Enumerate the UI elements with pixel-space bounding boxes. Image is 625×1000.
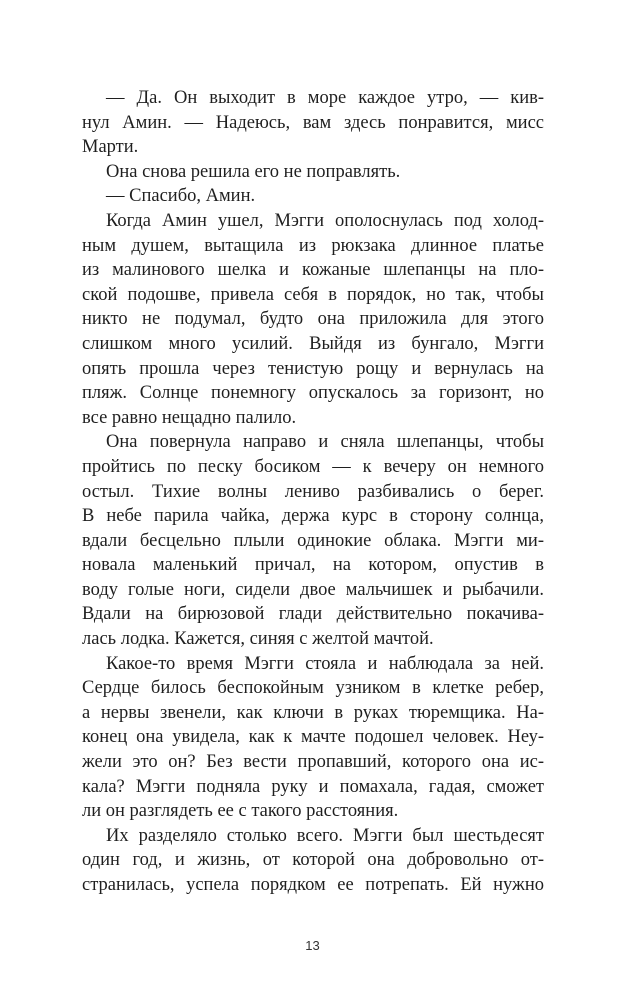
text-line: остыл. Тихие волны лениво разбивались о берег.: [82, 481, 544, 502]
text-line: жели это он? Без вести пропавший, которого она ис-: [82, 752, 544, 773]
text-line: опять прошла через тенистую рощу и вернулась на: [82, 358, 544, 379]
text-line: — Да. Он выходит в море каждое утро, — кив-: [106, 88, 544, 108]
text-line: из малинового шелка и кожаные шлепанцы на пло-: [82, 260, 544, 281]
text-line: ской подошве, привела себя в порядок, но так, чтобы: [82, 284, 544, 305]
text-line: один год, и жизнь, от которой она добровольно от-: [82, 850, 544, 871]
text-line: кала? Мэгги подняла руку и помахала, гадая, сможет: [82, 776, 544, 797]
text-line: Сердце билось беспокойным узником в клетке ребер,: [82, 678, 544, 699]
text-line: а нервы звенели, как ключи в руках тюремщика. На-: [82, 702, 544, 723]
text-line: никто не подумал, будто она приложила для этого: [82, 309, 544, 330]
text-line: Какое-то время Мэгги стояла и наблюдала за ней.: [106, 653, 544, 674]
text-line: все равно нещадно палило.: [82, 407, 297, 428]
text-line: странилась, успела порядком ее потрепать. Ей нужно: [82, 875, 544, 895]
text-line: ным душем, вытащила из рюкзака длинное платье: [82, 235, 544, 256]
text-line: лась лодка. Кажется, синяя с желтой мачтой.: [82, 629, 434, 650]
text-line: вдали бесцельно плыли одинокие облака. Мэгги ми-: [82, 530, 544, 551]
text-line: конец она увидела, как к мачте подошел человек. Неу-: [82, 727, 544, 748]
body-text: [82, 86, 544, 898]
text-line: Она повернула направо и сняла шлепанцы, чтобы: [106, 432, 544, 453]
page-number: 13: [305, 938, 320, 953]
text-line: Она снова решила его не поправлять.: [106, 161, 401, 182]
text-line: Марти.: [82, 137, 139, 158]
text-line: воду голые ноги, сидели двое мальчишек и рыбачили.: [82, 579, 544, 600]
text-line: Их разделяло столько всего. Мэгги был шестьдесят: [106, 825, 544, 846]
text-line: ли он разглядеть ее с такого расстояния.: [82, 801, 399, 822]
text-line: пройтись по песку босиком — к вечеру он немного: [82, 456, 544, 477]
text-line: слишком много усилий. Выйдя из бунгало, Мэгги: [82, 333, 544, 354]
text-line: Когда Амин ушел, Мэгги ополоснулась под холод-: [106, 210, 544, 231]
text-line: новала маленький причал, на котором, опустив в: [82, 555, 544, 576]
text-line: Вдали на бирюзовой глади действительно покачива-: [82, 604, 544, 625]
text-line: пляж. Солнце понемногу опускалось за горизонт, но: [82, 383, 544, 404]
text-line: нул Амин. — Надеюсь, вам здесь понравится, мисс: [82, 112, 544, 133]
text-line: — Спасибо, Амин.: [106, 186, 256, 207]
text-line: В небе парила чайка, держа курс в сторону солнца,: [82, 506, 544, 527]
